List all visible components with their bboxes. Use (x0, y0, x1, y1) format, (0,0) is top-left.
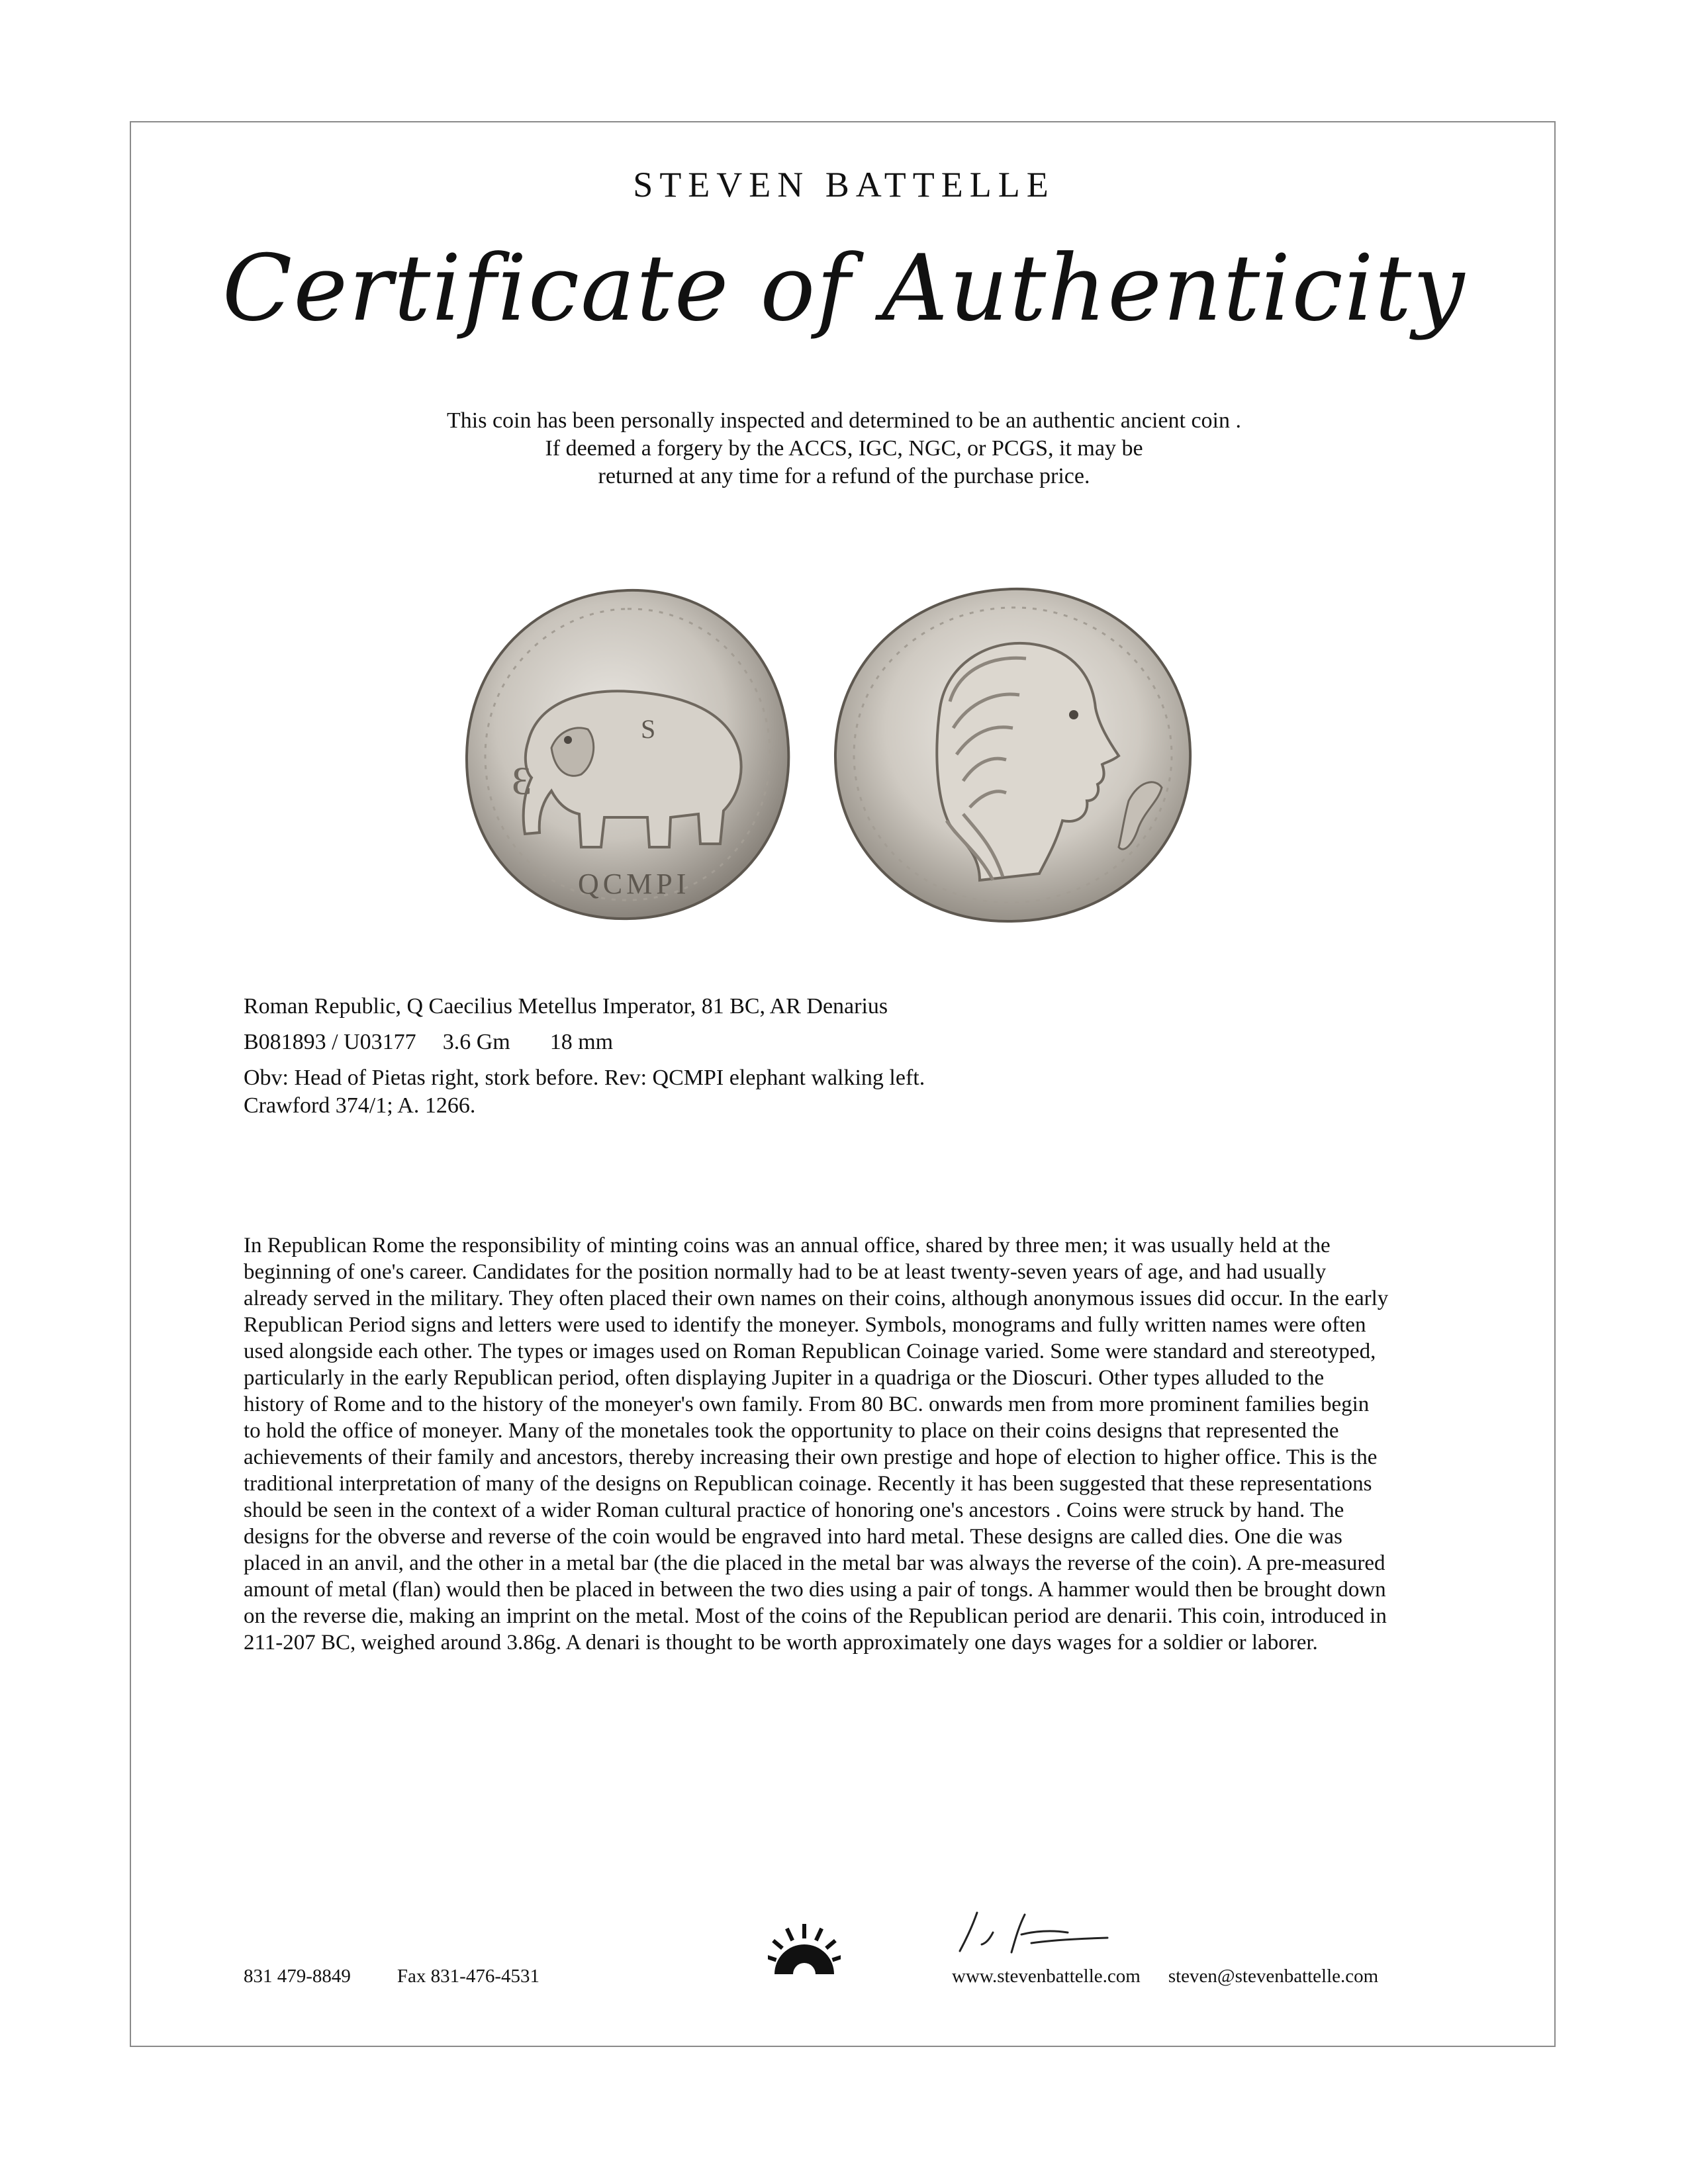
coin-inventory-number: B081893 / U03177 (244, 1030, 416, 1054)
sunburst-logo-icon (768, 1923, 841, 1979)
footer-contact-phone (244, 1966, 586, 1987)
guarantee-statement (0, 407, 1688, 490)
coin-inscription: QCMPI (578, 868, 690, 900)
coin-obverse-reverse: Obv: Head of Pietas right, stork before. Rev: QCMPI elephant walking left. (244, 1066, 925, 1090)
coin-specs-row (244, 1028, 925, 1056)
brand-name: STEVEN BATTELLE (633, 165, 1055, 205)
website-link[interactable]: www.stevenbattelle.com (952, 1966, 1141, 1987)
coin-diameter: 18 mm (549, 1030, 614, 1054)
coin-details (244, 993, 925, 1120)
email-link[interactable]: steven@stevenbattelle.com (1168, 1966, 1379, 1987)
phone-number: 831 479-8849 (244, 1966, 351, 1987)
coin-name: Roman Republic, Q Caecilius Metellus Imperator, 81 BC, AR Denarius (244, 994, 888, 1019)
guarantee-line-1: This coin has been personally inspected and determined to be an authentic ancient coin . (447, 408, 1241, 433)
coin-elephant-image (459, 582, 796, 930)
guarantee-line-3: returned at any time for a refund of the purchase price. (598, 464, 1090, 488)
coin-pietas-head-image (827, 582, 1198, 930)
footer-contact-web (952, 1966, 1406, 1987)
fax-number: Fax 831-476-4531 (397, 1966, 539, 1987)
coin-reference: Crawford 374/1; A. 1266. (244, 1093, 476, 1118)
guarantee-line-2: If deemed a forgery by the ACCS, IGC, NGC, or PCGS, it may be (545, 436, 1143, 461)
certificate-title: Certificate of Authenticity (222, 235, 1466, 341)
svg-text:Ɛ: Ɛ (512, 759, 532, 803)
history-description: In Republican Rome the responsibility of minting coins was an annual office, shared by three men; it was usually held at the beginning of one's career. Candidates for the position normally had to be at least twenty-seven years of age, and had usually already served in the military. They often placed their own names on their coins, although anonymous issues did occur. In the early Republican Period signs and letters were used to identify the moneyer. Symbols, monograms and fully written names were often used alongside each other. The types or images used on Roman Republican Coinage varied. Some were standard and stereotyped, particularly in the early Republican period, often displaying Jupiter in a quadriga or the Dioscuri. Other types alluded to the history of Rome and to the history of the moneyer's own family. From 80 BC. onwards men from more prominent families begin to hold the office of moneyer. Many of the monetales took the opportunity to place on their coins designs that represented the achievements of their family and ancestors, thereby increasing their own prestige and hope of election to higher office. This is the traditional interpretation of many of the designs on Republican coinage. Recently it has been suggested that these representations should be seen in the context of a wider Roman cultural practice of honoring one's ancestors . Coins were struck by hand. The designs for the obverse and reverse of the coin would be engraved into hard metal. These designs are called dies. One die was placed in an anvil, and the other in a metal bar (the die placed in the metal bar was always the reverse of the coin). A pre-measured amount of metal (flan) would then be placed in between the two dies using a pair of tongs. A hammer would then be brought down on the reverse die, making an imprint on the metal. Most of the coins of the Republican period are denarii. This coin, introduced in 211-207 BC, weighed around 3.86g. A denari is thought to be worth approximately one days wages for a soldier or laborer. (244, 1234, 1389, 1655)
svg-text:S: S (641, 714, 656, 744)
coin-weight: 3.6 Gm (442, 1030, 510, 1054)
signature-icon (952, 1905, 1117, 1961)
